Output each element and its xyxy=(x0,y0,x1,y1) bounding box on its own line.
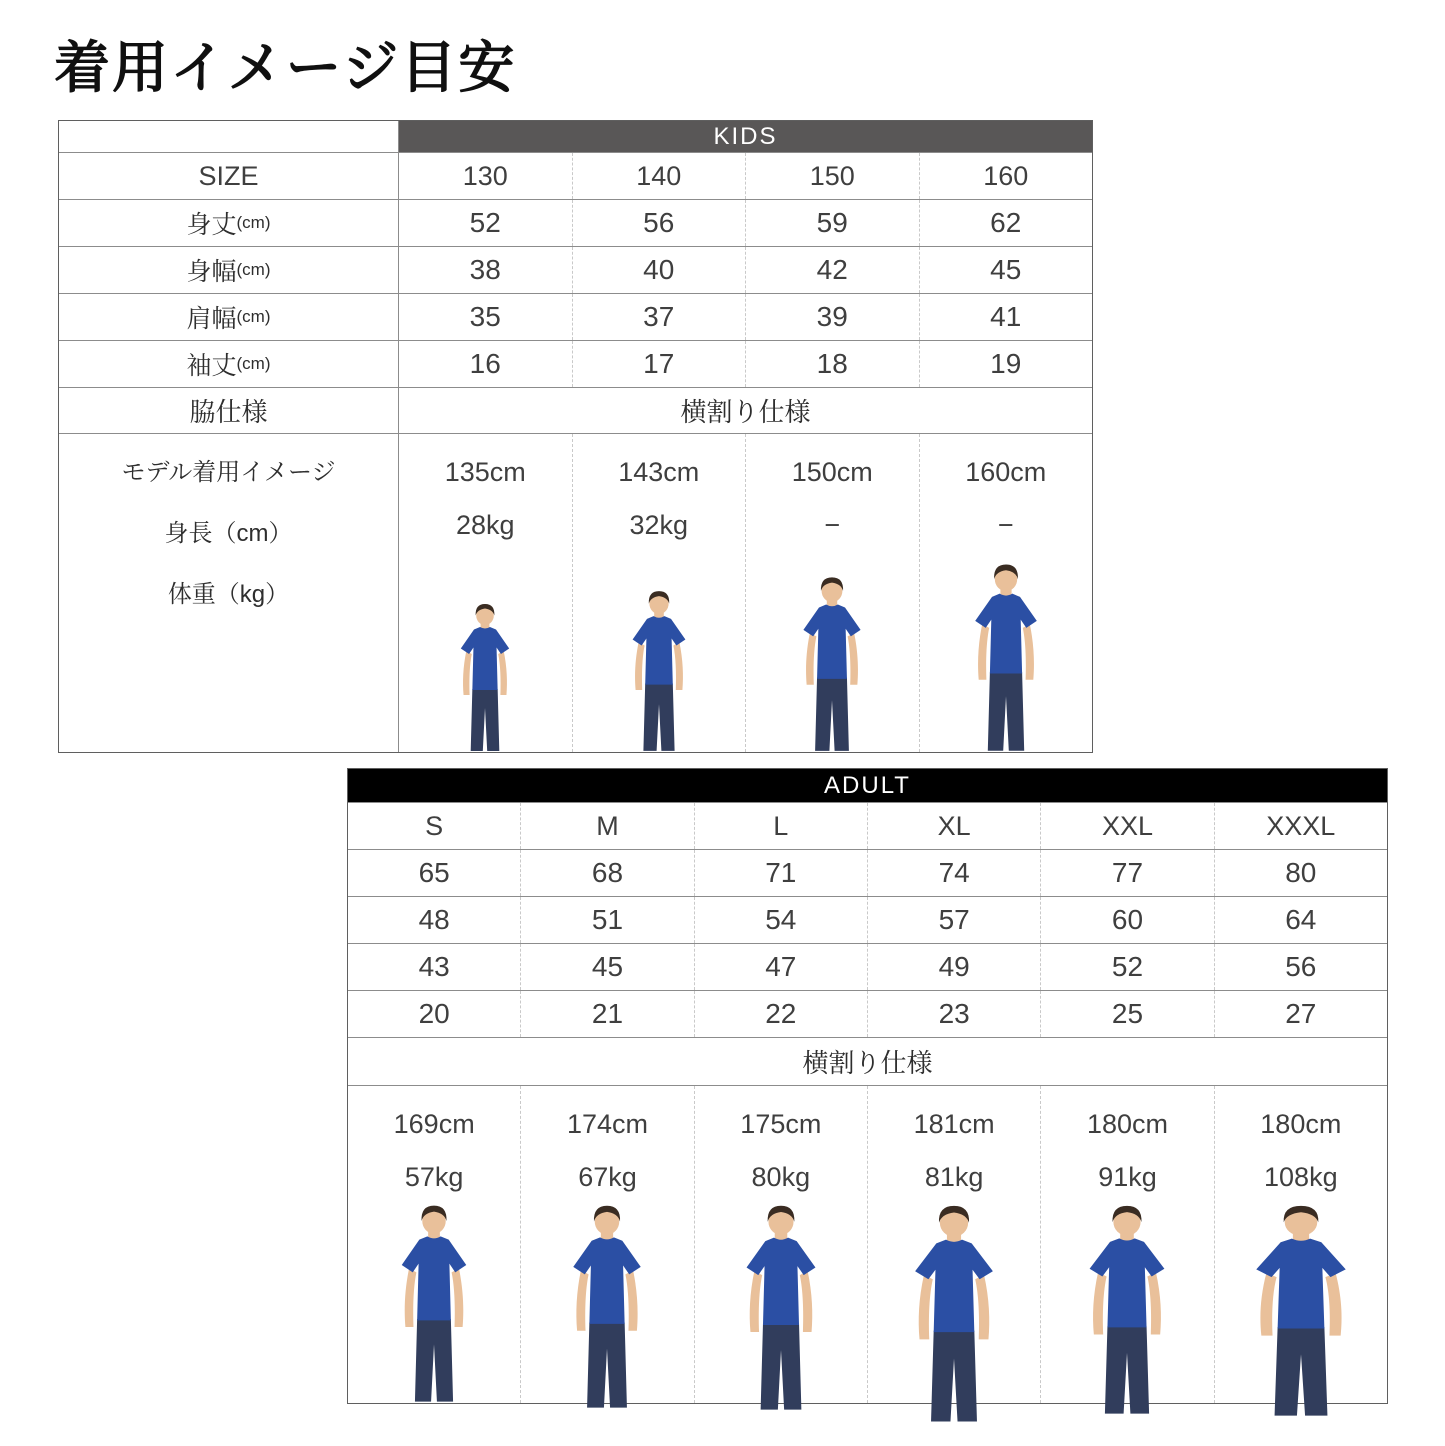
kids-size-150: 150 xyxy=(745,153,919,199)
measurement-value: 62 xyxy=(919,200,1093,246)
measurement-value: 52 xyxy=(1040,944,1213,990)
row-label: 身幅 xyxy=(186,258,237,286)
row-unit: (cm) xyxy=(236,260,271,279)
measurement-value: 74 xyxy=(867,850,1040,896)
kids-size-140: 140 xyxy=(572,153,746,199)
adult-size-xxxl: XXXL xyxy=(1214,803,1387,849)
kids-model-130 xyxy=(399,434,572,752)
kids-side-seam-row xyxy=(59,387,1092,433)
measurement-value: 80 xyxy=(1214,850,1387,896)
adult-sleeve-length-row xyxy=(348,990,1387,1037)
adult-side-seam-row xyxy=(348,1037,1387,1085)
kids-shoulder-width-row xyxy=(59,293,1092,340)
adult-model-xxxl xyxy=(1214,1086,1387,1403)
model-height: 160cm xyxy=(965,457,1047,487)
model-height: 143cm xyxy=(618,457,700,487)
measurement-value: 65 xyxy=(418,857,450,888)
adult-model-photo xyxy=(390,1203,478,1403)
measurement-value: 19 xyxy=(919,341,1093,387)
kids-size-130: 130 xyxy=(462,160,508,191)
adult-model-photo xyxy=(1240,1203,1362,1417)
kids-model-photo xyxy=(623,589,695,752)
row-unit: (cm) xyxy=(236,213,271,232)
model-weight: 32kg xyxy=(629,509,689,540)
model-header-line: モデル着用イメージ xyxy=(121,459,336,486)
measurement-value: 20 xyxy=(418,998,450,1029)
adult-model-photo xyxy=(734,1203,828,1411)
adult-model-m xyxy=(520,1086,693,1403)
adult-size-row xyxy=(348,802,1387,849)
adult-side-seam-value: 横割り仕様 xyxy=(802,1048,933,1078)
page-title: 着用イメージ目安 xyxy=(54,36,517,99)
measurement-value: 23 xyxy=(867,991,1040,1037)
adult-size-m: M xyxy=(520,803,693,849)
model-weight: 67kg xyxy=(578,1161,637,1192)
kids-model-row xyxy=(59,433,1092,752)
measurement-value: 40 xyxy=(572,247,746,293)
measurement-value: 52 xyxy=(469,207,501,238)
measurement-value: 48 xyxy=(418,904,450,935)
kids-model-160 xyxy=(919,434,1093,752)
measurement-value: 17 xyxy=(572,341,746,387)
adult-body-length-row xyxy=(348,849,1387,896)
measurement-value: 56 xyxy=(572,200,746,246)
measurement-value: 45 xyxy=(520,944,693,990)
kids-size-160: 160 xyxy=(919,153,1093,199)
kids-body-width-row xyxy=(59,246,1092,293)
model-weight: 28kg xyxy=(455,509,515,540)
kids-sleeve-length-label xyxy=(59,341,399,387)
kids-shoulder-width-label xyxy=(59,294,399,340)
measurement-value: 43 xyxy=(418,951,450,982)
measurement-value: 54 xyxy=(694,897,867,943)
measurement-value: 68 xyxy=(520,850,693,896)
measurement-value: 77 xyxy=(1040,850,1213,896)
measurement-value: 16 xyxy=(469,348,501,379)
adult-group-header-row xyxy=(348,769,1387,802)
measurement-value: 47 xyxy=(694,944,867,990)
kids-size-table xyxy=(58,120,1093,753)
measurement-value: 35 xyxy=(469,301,501,332)
row-unit: (cm) xyxy=(236,307,271,326)
model-weight: − xyxy=(997,509,1014,540)
model-weight: 80kg xyxy=(751,1161,811,1192)
adult-group-label: ADULT xyxy=(824,771,911,799)
adult-body-width-row xyxy=(348,896,1387,943)
measurement-value: 21 xyxy=(520,991,693,1037)
measurement-value: 38 xyxy=(469,254,501,285)
adult-size-xxl: XXL xyxy=(1040,803,1213,849)
adult-model-photo xyxy=(901,1203,1007,1423)
kids-model-150 xyxy=(745,434,919,752)
measurement-value: 27 xyxy=(1214,991,1387,1037)
kids-size-label: SIZE xyxy=(59,153,399,199)
measurement-value: 22 xyxy=(694,991,867,1037)
measurement-value: 59 xyxy=(745,200,919,246)
model-weight: 81kg xyxy=(924,1161,984,1192)
adult-model-l xyxy=(694,1086,867,1403)
kids-model-photo xyxy=(452,602,518,752)
adult-model-xxl xyxy=(1040,1086,1213,1403)
model-weight: − xyxy=(824,509,841,540)
adult-size-l: L xyxy=(694,803,867,849)
kids-sleeve-length-row xyxy=(59,340,1092,387)
kids-group-label: KIDS xyxy=(713,122,778,150)
measurement-value: 51 xyxy=(520,897,693,943)
measurement-value: 39 xyxy=(745,294,919,340)
measurement-value: 64 xyxy=(1214,897,1387,943)
adult-model-photo xyxy=(1076,1203,1178,1415)
adult-model-s xyxy=(348,1086,520,1403)
measurement-value: 42 xyxy=(745,247,919,293)
model-height: 175cm xyxy=(740,1109,822,1139)
adult-model-photo xyxy=(561,1203,653,1409)
model-height: 180cm xyxy=(1260,1109,1342,1139)
row-label: 袖丈 xyxy=(186,352,237,380)
measurement-value: 25 xyxy=(1040,991,1213,1037)
model-header-line: 体重（kg） xyxy=(167,581,290,608)
adult-model-row xyxy=(348,1085,1387,1403)
model-weight: 57kg xyxy=(404,1161,464,1192)
adult-size-s: S xyxy=(425,810,444,841)
kids-model-header xyxy=(59,434,399,752)
kids-side-seam-value: 横割り仕様 xyxy=(680,397,811,427)
measurement-value: 49 xyxy=(867,944,1040,990)
model-height: 169cm xyxy=(393,1109,475,1139)
model-height: 174cm xyxy=(566,1109,649,1139)
measurement-value: 71 xyxy=(694,850,867,896)
adult-model-xl xyxy=(867,1086,1040,1403)
model-weight: 91kg xyxy=(1098,1161,1157,1192)
model-header-line: 身長（cm） xyxy=(164,520,293,547)
model-height: 181cm xyxy=(913,1109,995,1139)
kids-size-row xyxy=(59,152,1092,199)
model-weight: 108kg xyxy=(1264,1161,1338,1192)
row-label: 身丈 xyxy=(186,211,237,239)
measurement-value: 56 xyxy=(1214,944,1387,990)
kids-body-width-label xyxy=(59,247,399,293)
row-label: 肩幅 xyxy=(186,305,237,333)
measurement-value: 18 xyxy=(745,341,919,387)
model-height: 180cm xyxy=(1086,1109,1168,1139)
kids-side-seam-label: 脇仕様 xyxy=(59,388,399,433)
adult-shoulder-width-row xyxy=(348,943,1387,990)
row-unit: (cm) xyxy=(236,354,271,373)
adult-size-xl: XL xyxy=(867,803,1040,849)
kids-body-length-label xyxy=(59,200,399,246)
kids-group-header-row xyxy=(59,121,1092,152)
kids-model-140 xyxy=(572,434,746,752)
measurement-value: 41 xyxy=(919,294,1093,340)
measurement-value: 45 xyxy=(919,247,1093,293)
adult-size-table xyxy=(347,768,1388,1404)
adult-group-header xyxy=(348,769,1387,802)
kids-group-header xyxy=(399,121,1092,152)
model-height: 150cm xyxy=(791,457,873,487)
kids-body-length-row xyxy=(59,199,1092,246)
model-height: 135cm xyxy=(444,457,526,487)
kids-model-photo xyxy=(964,562,1048,752)
measurement-value: 57 xyxy=(867,897,1040,943)
measurement-value: 37 xyxy=(572,294,746,340)
measurement-value: 60 xyxy=(1040,897,1213,943)
kids-header-spacer-cell xyxy=(59,121,399,152)
kids-model-photo xyxy=(793,575,871,752)
